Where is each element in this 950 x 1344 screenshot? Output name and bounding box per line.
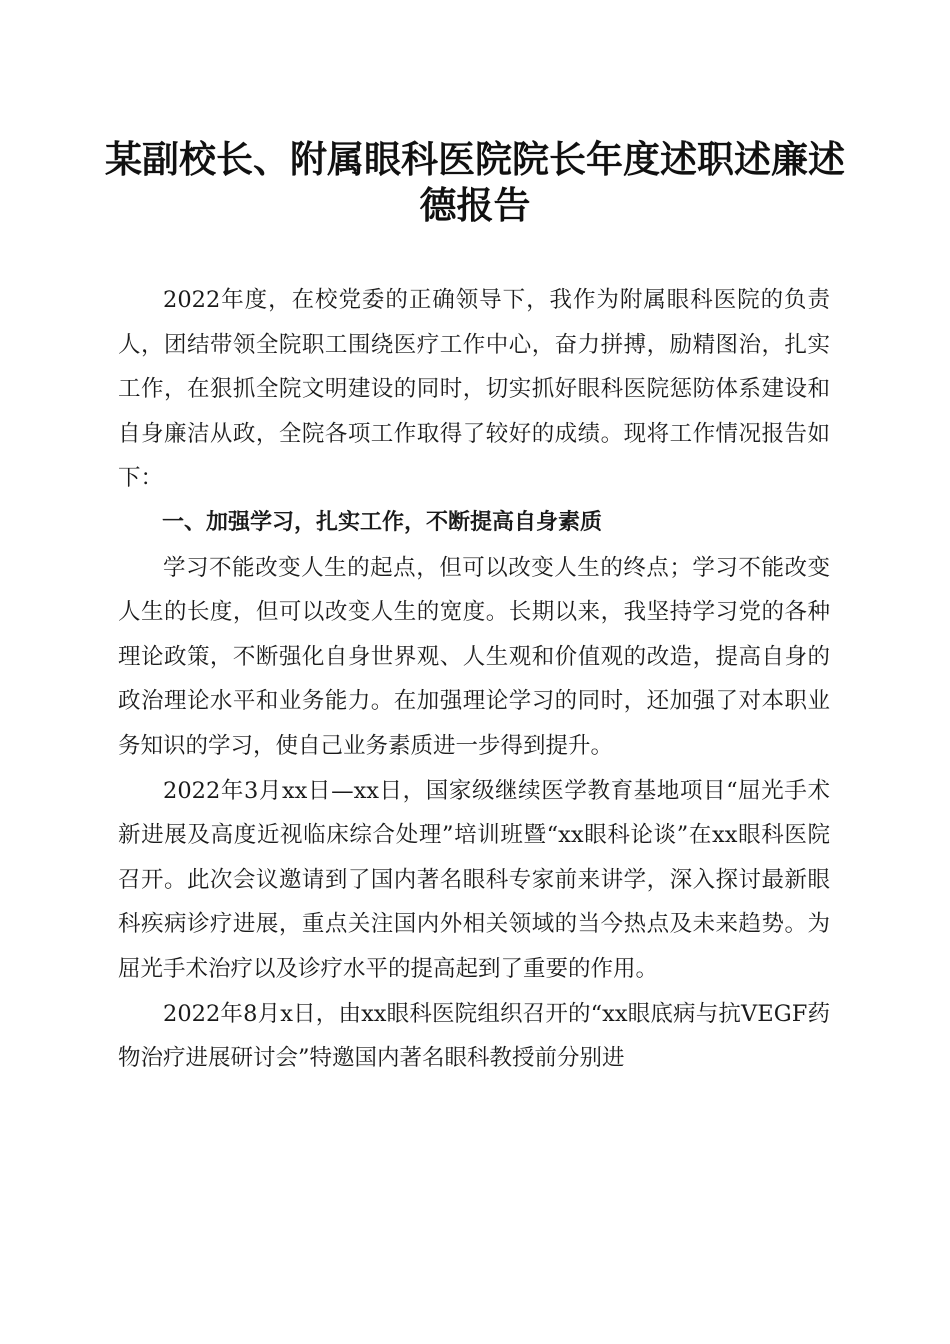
document-body <box>118 278 830 1081</box>
section-heading-1: 一、加强学习，扎实工作，不断提高自身素质 <box>162 509 603 535</box>
body-paragraph-learning: 学习不能改变人生的起点，但可以改变人生的终点；学习不能改变人生的长度，但可以改变人生的宽度。长期以来，我坚持学习党的各种理论政策，不断强化自身世界观、人生观和价值观的改造，提高自身的政治理论水平和业务能力。在加强理论学习的同时，还加强了对本职业务知识的学习，使自己业务素质进一步得到提升。 <box>118 554 830 759</box>
body-paragraph-august-seminar: 2022年8月x日，由xx眼科医院组织召开的“xx眼底病与抗VEGF药物治疗进展研讨会”特邀国内著名眼科教授前分别进 <box>118 1000 830 1072</box>
body-paragraph-march-training: 2022年3月xx日—xx日，国家级继续医学教育基地项目“屈光手术新进展及高度近视临床综合处理”培训班暨“xx眼科论谈”在xx眼科医院召开。此次会议邀请到了国内著名眼科专家前来讲学，深入探讨最新眼科疾病诊疗进展，重点关注国内外相关领域的当今热点及未来趋势。为屈光手术治疗以及诊疗水平的提高起到了重要的作用。 <box>118 777 830 982</box>
document-title: 某副校长、附属眼科医院院长年度述职述廉述德报告 <box>105 137 845 227</box>
intro-paragraph: 2022年度，在校党委的正确领导下，我作为附属眼科医院的负责人，团结带领全院职工围绕医疗工作中心，奋力拼搏，励精图治，扎实工作，在狠抓全院文明建设的同时，切实抓好眼科医院惩防体系建设和自身廉洁从政，全院各项工作取得了较好的成绩。现将工作情况报告如下： <box>118 287 830 492</box>
